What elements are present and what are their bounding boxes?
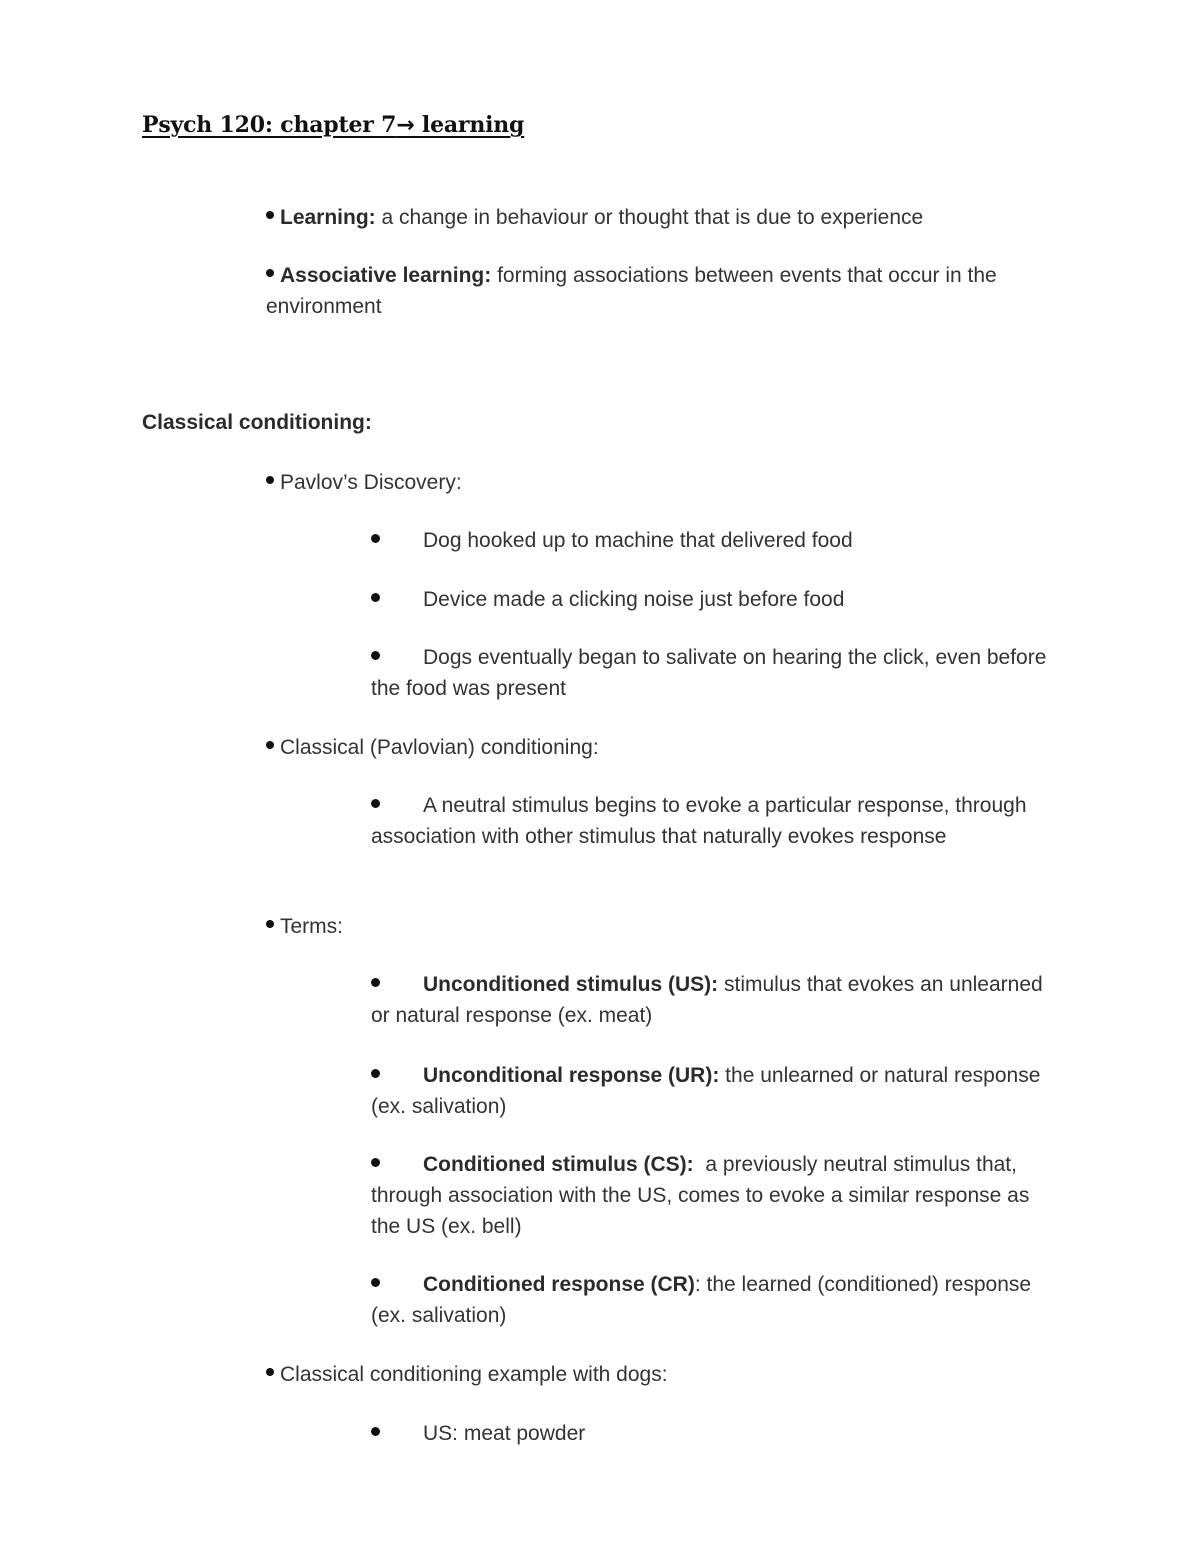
subbullet-classical-1: [371, 790, 1051, 852]
bullet-icon: [266, 476, 274, 484]
classical-label: Classical (Pavlovian) conditioning:: [280, 736, 599, 759]
term-ur: Unconditional response (UR):: [423, 1064, 720, 1087]
bullet-icon: [371, 1427, 380, 1436]
term-learning: Learning:: [280, 206, 376, 229]
pavlov-point-1: Dog hooked up to machine that delivered food: [423, 529, 853, 552]
bullet-terms: [266, 911, 1046, 942]
subbullet-pavlov-2: [371, 584, 1051, 615]
bullet-icon: [371, 651, 380, 660]
bullet-icon: [371, 1158, 380, 1167]
title-prefix: Psych 120: chapter 7: [142, 112, 397, 138]
bullet-icon: [371, 799, 380, 808]
right-arrow-icon: →: [396, 113, 415, 138]
term-cr: Conditioned response (CR): [423, 1273, 695, 1296]
bullet-example-dogs: [266, 1359, 1046, 1390]
definition-cr: : the learned (conditioned) response (ex. salivation): [371, 1273, 1032, 1327]
bullet-icon: [371, 978, 380, 987]
page-title: [142, 110, 524, 141]
term-us: Unconditioned stimulus (US):: [423, 973, 719, 996]
bullet-icon: [371, 593, 380, 602]
bullet-associative-learning: [266, 260, 1046, 322]
pavlov-label: Pavlov’s Discovery:: [280, 471, 462, 494]
subbullet-pavlov-1: [371, 525, 1051, 556]
subbullet-example-1: [371, 1418, 1051, 1449]
definition-us: stimulus that evokes an unlearned or natural response (ex. meat): [371, 973, 1043, 1027]
classical-point-1: A neutral stimulus begins to evoke a particular response, through association with other stimulus that naturally evokes response: [371, 794, 1027, 848]
pavlov-point-2: Device made a clicking noise just before food: [423, 588, 845, 611]
subbullet-pavlov-3: [371, 642, 1051, 704]
terms-label: Terms:: [280, 915, 343, 938]
pavlov-point-3: Dogs eventually began to salivate on hearing the click, even before the food was present: [371, 646, 1047, 700]
bullet-icon: [266, 1368, 274, 1376]
definition-learning: a change in behaviour or thought that is due to experience: [375, 206, 924, 229]
bullet-icon: [371, 1278, 380, 1287]
bullet-classical-conditioning: [266, 732, 1046, 763]
bullet-icon: [266, 741, 274, 749]
subbullet-term-us: [371, 969, 1051, 1031]
subbullet-term-cr: [371, 1269, 1051, 1331]
example-label: Classical conditioning example with dogs:: [280, 1363, 668, 1386]
definition-cs: a previously neutral stimulus that, through association with the US, comes to evoke a similar response as the US (ex. bell): [371, 1153, 1036, 1238]
bullet-icon: [266, 269, 274, 277]
bullet-pavlov-discovery: [266, 467, 1046, 498]
bullet-icon: [266, 920, 274, 928]
section-heading-classical-conditioning: Classical conditioning:: [142, 411, 372, 434]
term-associative-learning: Associative learning:: [280, 264, 492, 287]
title-suffix: learning: [414, 112, 525, 138]
bullet-learning: [266, 202, 1046, 233]
definition-ur: the unlearned or natural response (ex. salivation): [371, 1064, 1041, 1118]
subbullet-term-cs: [371, 1149, 1051, 1242]
example-point-1: US: meat powder: [423, 1422, 586, 1445]
term-cs: Conditioned stimulus (CS):: [423, 1153, 694, 1176]
bullet-icon: [371, 534, 380, 543]
bullet-icon: [266, 211, 274, 219]
subbullet-term-ur: [371, 1060, 1051, 1122]
bullet-icon: [371, 1069, 380, 1078]
definition-associative-learning: forming associations between events that occur in the environment: [266, 264, 997, 318]
